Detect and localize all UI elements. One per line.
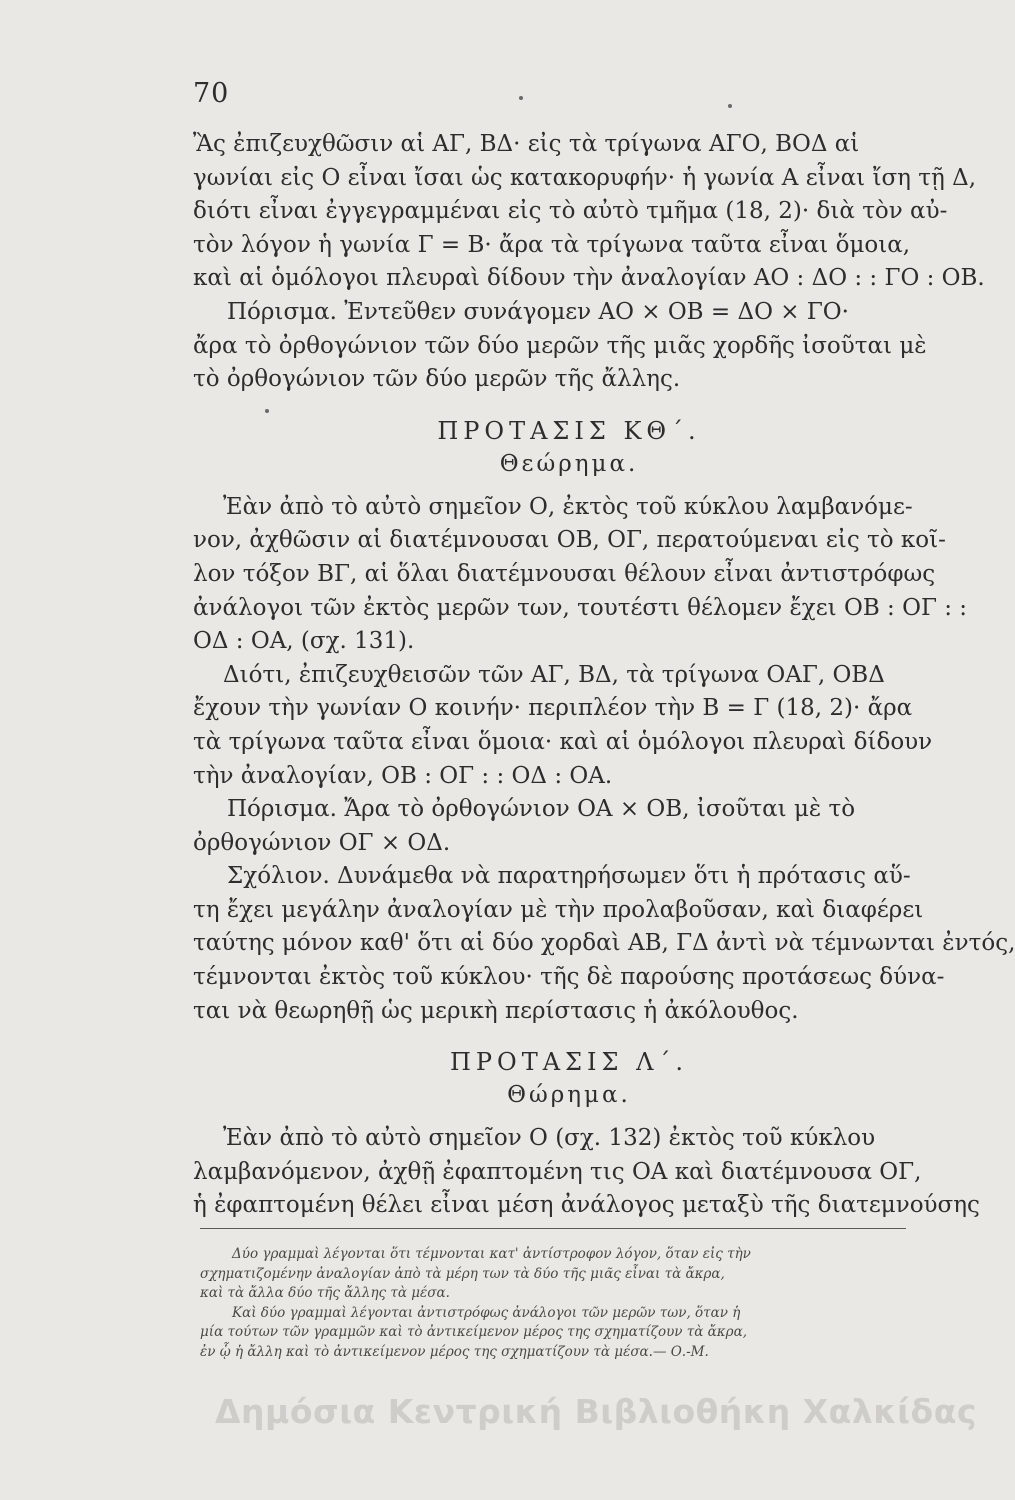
text-line: Διότι, ἐπιζευχθεισῶν τῶν ΑΓ, ΒΔ, τὰ τρίγωνα ΟΑΓ, ΟΒΔ <box>223 661 885 688</box>
text-line: τὰ τρίγωνα ταῦτα εἶναι ὅμοια· καὶ αἱ ὁμόλογοι πλευραὶ δίδουν <box>193 728 933 755</box>
footnote-line: μία τούτων τῶν γραμμῶν καὶ τὸ ἀντικείμενον μέρος της σχηματίζουν τὰ ἄκρα, <box>200 1324 747 1340</box>
text-line: ἀνάλογοι τῶν ἐκτὸς μερῶν των, τουτέστι θέλομεν ἔχει ΟΒ : ΟΓ : : <box>193 594 968 621</box>
text-line: ἔχουν τὴν γωνίαν Ο κοινήν· περιπλέον τὴν Β = Γ (18, 2)· ἄρα <box>193 695 913 722</box>
text-line: Πόρισμα. Ἐντεῦθεν συνάγομεν ΑΟ × ΟΒ = ΔΟ × ΓΟ· <box>227 298 849 325</box>
paragraph-theorem-30 <box>193 1122 980 1223</box>
paragraph-corollary-2 <box>193 793 905 860</box>
text-line: ὀρθογώνιον ΟΓ × ΟΔ. <box>193 829 451 856</box>
text-line: τὴν ἀναλογίαν, ΟΒ : ΟΓ : : ΟΔ : ΟΑ. <box>193 762 613 789</box>
proposition-heading-29: ΠΡΟΤΑΣΙΣ ΚΘ΄. <box>437 416 701 445</box>
text-line: λον τόξον ΒΓ, αἱ ὅλαι διατέμνουσαι θέλουν εἶναι ἀντιστρόφως <box>193 560 936 587</box>
paragraph-theorem-29 <box>193 491 968 659</box>
footnote-line: Καὶ δύο γραμμαὶ λέγονται ἀντιστρόφως ἀνάλογοι τῶν μερῶν των, ὅταν ἡ <box>232 1304 741 1321</box>
text-line: καὶ αἱ ὁμόλογοι πλευραὶ δίδουν τὴν ἀναλογίαν ΑΟ : ΔΟ : : ΓΟ : ΟΒ. <box>193 265 985 292</box>
paragraph-scholium <box>193 860 1015 1028</box>
text-line: Ἐὰν ἀπὸ τὸ αὐτὸ σημεῖον Ο (σχ. 132) ἐκτὸς τοῦ κύκλου <box>223 1125 876 1152</box>
paragraph-proof-1 <box>193 128 985 296</box>
text-line: ταύτης μόνον καθ' ὅτι αἱ δύο χορδαὶ ΑΒ, ΓΔ ἀντὶ νὰ τέμνωνται ἐντός, <box>193 930 1015 957</box>
text-line: ΟΔ : ΟΑ, (σχ. 131). <box>193 628 415 655</box>
paragraph-corollary-1 <box>193 296 927 397</box>
text-line: νον, ἀχθῶσιν αἱ διατέμνουσαι ΟΒ, ΟΓ, περατούμεναι εἰς τὸ κοῖ- <box>193 527 946 554</box>
text-line: ται νὰ θεωρηθῇ ὡς μερικὴ περίστασις ἡ ἀκόλουθος. <box>193 997 799 1024</box>
theorem-subheading-1: Θεώρημα. <box>499 450 639 477</box>
library-watermark: Δημόσια Κεντρική Βιβλιοθήκη Χαλκίδας <box>215 1392 977 1431</box>
text-line: ἡ ἐφαπτομένη θέλει εἶναι μέση ἀνάλογος μεταξὺ τῆς διατεμνούσης <box>193 1192 980 1219</box>
ink-speck <box>265 409 269 413</box>
text-line: τὸν λόγον ἡ γωνία Γ = Β· ἄρα τὰ τρίγωνα ταῦτα εἶναι ὅμοια, <box>193 231 911 258</box>
proposition-heading-30: ΠΡΟΤΑΣΙΣ Λ΄. <box>449 1048 689 1077</box>
paragraph-proof-2 <box>193 659 933 793</box>
text-line: διότι εἶναι ἐγγεγραμμέναι εἰς τὸ αὐτὸ τμῆμα (18, 2)· διὰ τὸν αὐ- <box>193 198 948 225</box>
footnotes <box>200 1245 906 1362</box>
text-line: Ἂς ἐπιζευχθῶσιν αἱ ΑΓ, ΒΔ· εἰς τὰ τρίγωνα ΑΓΟ, ΒΟΔ αἱ <box>193 131 860 157</box>
text-line: λαμβανόμενον, ἀχθῇ ἐφαπτομένη τις ΟΑ καὶ διατέμνουσα ΟΓ, <box>193 1158 922 1185</box>
footnote-line: Δύο γραμμαὶ λέγονται ὅτι τέμνονται κατ' ἀντίστροφον λόγον, ὅταν εἰς τὴν <box>232 1246 751 1262</box>
text-line: γωνίαι εἰς Ο εἶναι ἴσαι ὡς κατακορυφήν· ἡ γωνία Α εἶναι ἴση τῇ Δ, <box>193 164 977 191</box>
text-line: Σχόλιον. Δυνάμεθα νὰ παρατηρήσωμεν ὅτι ἡ πρότασις αὕ- <box>227 863 911 890</box>
ink-speck <box>519 96 523 100</box>
footnote-line: ἐν ᾧ ἡ ἄλλη καὶ τὸ ἀντικείμενον μέρος της σχηματίζουν τὰ μέσα.— Ο.-Μ. <box>200 1343 709 1360</box>
footnote-divider <box>200 1228 906 1229</box>
text-line: τὸ ὀρθογώνιον τῶν δύο μερῶν τῆς ἄλλης. <box>193 366 681 393</box>
footnote-line: καὶ τὰ ἄλλα δύο τῆς ἄλλης τὰ μέσα. <box>200 1285 450 1301</box>
main-text <box>193 128 1015 1223</box>
text-line: ἄρα τὸ ὀρθογώνιον τῶν δύο μερῶν τῆς μιᾶς χορδῆς ἰσοῦται μὲ <box>193 332 927 359</box>
text-line: Πόρισμα. Ἄρα τὸ ὀρθογώνιον ΟΑ × ΟΒ, ἰσοῦται μὲ τὸ <box>227 796 856 823</box>
theorem-subheading-2: Θώρημα. <box>507 1082 631 1109</box>
page-number: 70 <box>193 78 230 109</box>
ink-speck <box>728 104 732 108</box>
text-line: Ἐὰν ἀπὸ τὸ αὐτὸ σημεῖον Ο, ἐκτὸς τοῦ κύκλου λαμβανόμε- <box>223 493 913 520</box>
footnote-line: σχηματιζομένην ἀναλογίαν ἀπὸ τὰ μέρη των τὰ δύο τῆς μιᾶς εἶναι τὰ ἄκρα, <box>200 1265 725 1282</box>
text-line: τη ἔχει μεγάλην ἀναλογίαν μὲ τὴν προλαβοῦσαν, καὶ διαφέρει <box>193 896 924 923</box>
text-line: τέμνονται ἐκτὸς τοῦ κύκλου· τῆς δὲ παρούσης προτάσεως δύνα- <box>193 964 945 991</box>
